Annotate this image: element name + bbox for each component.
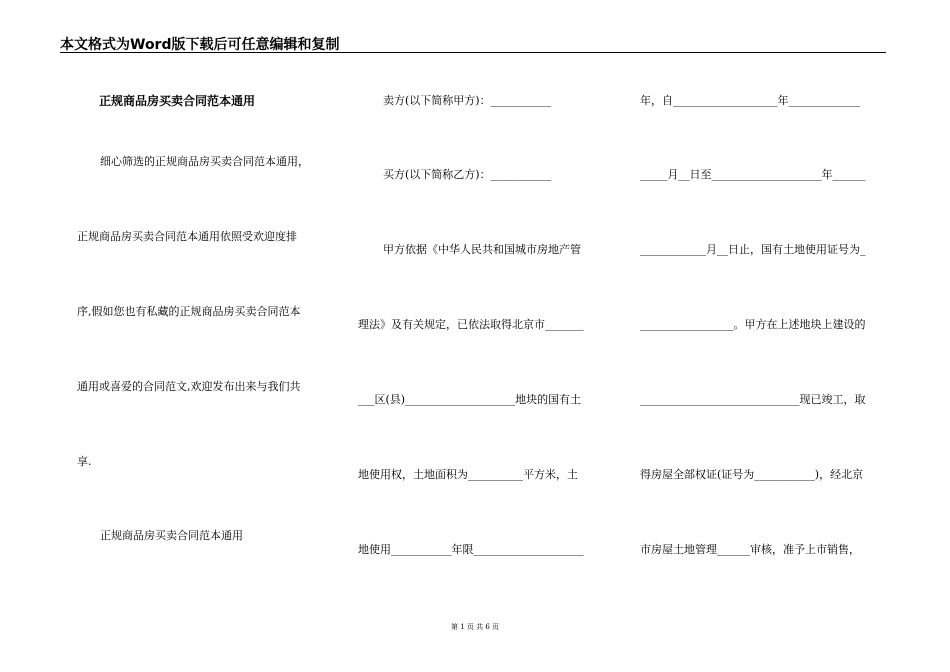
text-line: ____________月__日止，国有土地使用证号为_ <box>640 243 866 256</box>
text-line: _____________________________现已竣工，取 <box>640 393 866 406</box>
text-line: 卖方(以下简称甲方)：___________ <box>383 94 552 107</box>
text-line: _________________。甲方在上述地块上建设的 <box>640 318 866 331</box>
text-line: 地使用___________年限____________________ <box>358 543 584 556</box>
text-line: ___区(县)____________________地块的国有土 <box>358 393 582 406</box>
text-line: 细心筛选的正规商品房买卖合同范本通用， <box>100 155 309 168</box>
text-line: 买方(以下简称乙方)：___________ <box>383 168 552 181</box>
text-line: 正规商品房买卖合同范本通用依照受欢迎度排 <box>77 230 297 243</box>
text-line: 年，自___________________年_____________ <box>640 94 860 107</box>
text-line: 享. <box>77 455 92 468</box>
text-line: 得房屋全部权证(证号为___________)，经北京 <box>640 468 864 481</box>
text-line: 地使用权，土地面积为__________平方米，土 <box>358 468 578 481</box>
text-line: 甲方依据《中华人民共和国城市房地产管 <box>383 243 581 256</box>
text-line: 通用或喜爱的合同范文,欢迎发布出来与我们共 <box>77 380 301 393</box>
text-line: 序,假如您也有私藏的正规商品房买卖合同范本 <box>77 305 301 318</box>
page-number: 第 1 页 共 6 页 <box>450 623 500 631</box>
document-title: 正规商品房买卖合同范本通用 <box>99 94 256 108</box>
text-line: 理法》及有关规定，已依法取得北京市_______ <box>358 318 584 331</box>
text-line: 市房屋土地管理______审核，准予上市销售， <box>640 543 860 556</box>
text-line: 正规商品房买卖合同范本通用 <box>100 529 243 542</box>
header-title: 本文格式为Word版下载后可任意编辑和复制 <box>60 37 340 53</box>
header-divider <box>60 52 886 53</box>
text-line: _____月__日至____________________年______ <box>640 168 866 181</box>
